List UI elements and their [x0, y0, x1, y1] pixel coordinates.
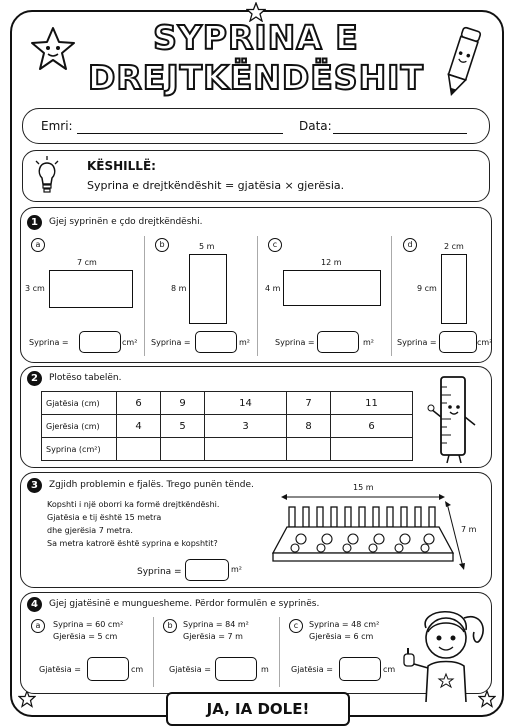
width-label: 5 m [199, 242, 215, 251]
date-input-line[interactable] [333, 133, 467, 134]
table-cell: 6 [117, 392, 161, 415]
table-cell: 8 [287, 415, 331, 438]
width-label: 12 m [321, 258, 342, 267]
table-cell: 5 [161, 415, 205, 438]
answer-label: Gjatësia = [39, 665, 81, 674]
page-title-line1: SYPRINA E [153, 18, 359, 57]
answer-cell[interactable] [331, 438, 413, 461]
answer-label: Gjatësia = [291, 665, 333, 674]
answer-box[interactable] [339, 657, 381, 681]
answer-label: Syprina = [137, 567, 182, 577]
answer-label: Syprina = [151, 338, 191, 347]
answer-box[interactable] [195, 331, 237, 353]
item-letter: c [268, 238, 282, 252]
exercise-number: 2 [27, 371, 42, 386]
tip-text: Syprina e drejtkëndëshit = gjatësia × gjerësia. [87, 179, 345, 192]
answer-label: Syprina = [29, 338, 69, 347]
width-label: 7 cm [77, 258, 97, 267]
unit-label: m² [231, 565, 242, 574]
table-cell: 3 [205, 415, 287, 438]
girl-mascot-icon [396, 598, 492, 702]
name-date-bar [22, 108, 490, 144]
exercise-1-card [20, 207, 492, 363]
exercise-number: 1 [27, 215, 42, 230]
width-given: Gjerësia = 5 cm [53, 632, 118, 641]
answer-cell[interactable] [161, 438, 205, 461]
item-letter: a [31, 619, 45, 633]
height-label: 9 cm [417, 284, 437, 293]
lightbulb-icon [33, 155, 61, 197]
name-label: Emri: [41, 119, 73, 133]
page-title-line2: DREJTKËNDËSHIT [88, 58, 424, 97]
answer-box[interactable] [79, 331, 121, 353]
height-label: 4 m [265, 284, 281, 293]
width-given: Gjerësia = 7 m [183, 632, 243, 641]
height-label: 3 cm [25, 284, 45, 293]
garden-illustration [269, 491, 469, 583]
footer-banner: JA, IA DOLE! [166, 692, 350, 726]
answer-label: Gjatësia = [169, 665, 211, 674]
problem-line: dhe gjerësia 7 metra. [47, 526, 133, 535]
exercise-instruction: Zgjidh problemin e fjalës. Trego punën tënde. [49, 480, 254, 490]
problem-line: Gjatësia e tij është 15 metra [47, 513, 162, 522]
item-letter: c [289, 619, 303, 633]
width-label: 2 cm [444, 242, 464, 251]
height-label: 8 m [171, 284, 187, 293]
exercise-instruction: Gjej syprinën e çdo drejtkëndëshi. [49, 217, 203, 227]
unit-label: m² [363, 338, 374, 347]
problem-line: Sa metra katrorë është syprina e kopshtit? [47, 539, 218, 548]
table-cell: 7 [287, 392, 331, 415]
garden-length-label: 15 m [353, 483, 374, 492]
answer-box[interactable] [317, 331, 359, 353]
row-header: Gjerësia (cm) [42, 415, 117, 438]
ruler-mascot-icon [427, 373, 483, 465]
width-given: Gjerësia = 6 cm [309, 632, 374, 641]
answer-box[interactable] [185, 559, 229, 581]
rectangle-shape [189, 254, 227, 324]
answer-box[interactable] [439, 331, 477, 353]
unit-label: cm [383, 665, 396, 674]
area-given: Syprina = 60 cm² [53, 620, 124, 629]
data-table [41, 391, 413, 461]
answer-cell[interactable] [117, 438, 161, 461]
area-given: Syprina = 84 m² [183, 620, 249, 629]
answer-box[interactable] [87, 657, 129, 681]
exercise-2-card [20, 366, 492, 468]
exercise-3-card [20, 472, 492, 588]
garden-width-label: 7 m [461, 525, 477, 534]
tip-box [22, 150, 490, 202]
date-label: Data: [299, 119, 332, 133]
unit-label: cm² [122, 338, 138, 347]
table-cell: 6 [331, 415, 413, 438]
unit-label: cm [131, 665, 144, 674]
tip-title: KËSHILLË: [87, 159, 156, 173]
answer-box[interactable] [215, 657, 257, 681]
answer-label: Syprina = [275, 338, 315, 347]
table-cell: 14 [205, 392, 287, 415]
table-cell: 4 [117, 415, 161, 438]
problem-line: Kopshti i një oborri ka formë drejtkëndëshi. [47, 500, 220, 509]
rectangle-shape [441, 254, 467, 324]
rectangle-shape [49, 270, 133, 308]
exercise-number: 4 [27, 597, 42, 612]
item-letter: a [31, 238, 45, 252]
table-cell: 9 [161, 392, 205, 415]
unit-label: cm² [477, 338, 493, 347]
table-cell: 11 [331, 392, 413, 415]
answer-cell[interactable] [205, 438, 287, 461]
unit-label: m² [239, 338, 250, 347]
answer-label: Syprina = [397, 338, 437, 347]
name-input-line[interactable] [77, 133, 283, 134]
item-letter: b [155, 238, 169, 252]
exercise-instruction: Gjej gjatësinë e munguesheme. Përdor formulën e syprinës. [49, 599, 320, 609]
answer-cell[interactable] [287, 438, 331, 461]
exercise-number: 3 [27, 478, 42, 493]
exercise-instruction: Plotëso tabelën. [49, 373, 122, 383]
unit-label: m [261, 665, 269, 674]
rectangle-shape [283, 270, 381, 306]
row-header: Syprina (cm²) [42, 438, 117, 461]
row-header: Gjatësia (cm) [42, 392, 117, 415]
item-letter: b [163, 619, 177, 633]
item-letter: d [403, 238, 417, 252]
area-given: Syprina = 48 cm² [309, 620, 380, 629]
